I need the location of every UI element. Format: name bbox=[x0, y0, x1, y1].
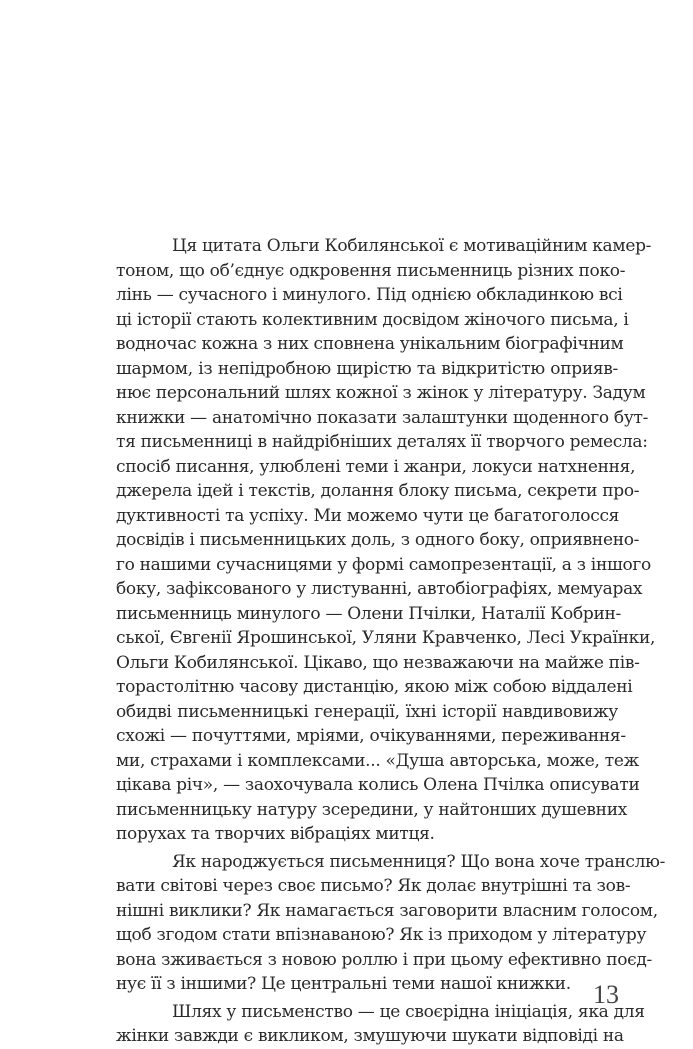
text-line: обидві письменницькі генерації, їхні історії навдивовижу bbox=[116, 701, 618, 722]
text-line: дуктивності та успіху. Ми можемо чути це багатоголосся bbox=[116, 505, 620, 526]
text-line: джерела ідей і текстів, долання блоку письма, секрети про- bbox=[116, 481, 640, 501]
text-line: Шлях у письменство — це своєрідна ініціація, яка для bbox=[172, 1001, 645, 1022]
text-line: вати світові через своє письмо? Як долає внутрішні та зов- bbox=[116, 876, 631, 896]
text-line: Ольги Кобилянської. Цікаво, що незважаючи на майже пів- bbox=[116, 652, 640, 673]
text-line: нює персональний шлях кожної з жінок у літературу. Задум bbox=[116, 383, 646, 403]
text-line: порухах та творчих вібраціях митця. bbox=[116, 824, 435, 844]
paragraph bbox=[116, 234, 656, 847]
text-line: жінки завжди є викликом, змушуючи шукати відповіді на bbox=[116, 1026, 624, 1046]
text-line: шармом, із непідробною щирістю та відкритістю оприяв- bbox=[116, 358, 618, 379]
text-line: цікава річ», — заохочувала колись Олена Пчілка описувати bbox=[116, 775, 640, 795]
text-line: письменницьку натуру зсередини, у найтонших душевних bbox=[116, 799, 628, 820]
text-line: досвідів і письменницьких доль, з одного боку, оприявнено- bbox=[116, 530, 640, 550]
text-line: нує її з іншими? Це центральні теми нашої книжки. bbox=[116, 974, 571, 994]
text-line: нішні виклики? Як намагається заговорити власним голосом, bbox=[116, 900, 658, 921]
text-line: письменниць минулого — Олени Пчілки, Наталії Кобрин- bbox=[116, 603, 621, 624]
text-line: Як народжується письменниця? Що вона хоче транслю- bbox=[172, 851, 666, 872]
paragraph bbox=[116, 1000, 645, 1049]
paragraph bbox=[116, 850, 666, 997]
text-line: ської, Євгенії Ярошинської, Уляни Кравченко, Лесі Українки, bbox=[116, 628, 656, 648]
text-line: схожі — почуттями, мріями, очікуваннями, переживання- bbox=[116, 726, 626, 746]
text-line: щоб згодом стати впізнаваною? Як із приходом у літературу bbox=[116, 925, 647, 945]
page-number: 13 bbox=[593, 980, 619, 1009]
text-line: боку, зафіксованого у листуванні, автобіографіях, мемуарах bbox=[116, 579, 643, 599]
text-line: вона зживається з новою роллю і при цьому ефективно поєд- bbox=[116, 949, 652, 970]
text-line: го нашими сучасницями у формі самопрезентації, а з іншого bbox=[116, 554, 651, 575]
text-line: Ця цитата Ольги Кобилянської є мотиваційним камер- bbox=[172, 236, 652, 256]
text-line: спосіб писання, улюблені теми і жанри, локуси натхнення, bbox=[116, 456, 636, 477]
text-line: тя письменниці в найдрібніших деталях її творчого ремесла: bbox=[116, 432, 648, 452]
text-line: ці історії стають колективним досвідом жіночого письма, і bbox=[116, 309, 629, 330]
text-line: водночас кожна з них сповнена унікальним біографічним bbox=[116, 334, 624, 354]
text-line: ми, страхами і комплексами... «Душа авторська, може, теж bbox=[116, 750, 639, 771]
body-text bbox=[116, 234, 666, 1049]
text-line: лінь — сучасного і минулого. Під однією обкладинкою всі bbox=[116, 285, 623, 305]
text-line: книжки — анатомічно показати залаштунки щоденного бут- bbox=[116, 407, 649, 428]
text-line: торастолітню часову дистанцію, якою між собою віддалені bbox=[116, 677, 633, 697]
text-line: тоном, що об’єднує одкровення письменниць різних поко- bbox=[116, 260, 626, 281]
